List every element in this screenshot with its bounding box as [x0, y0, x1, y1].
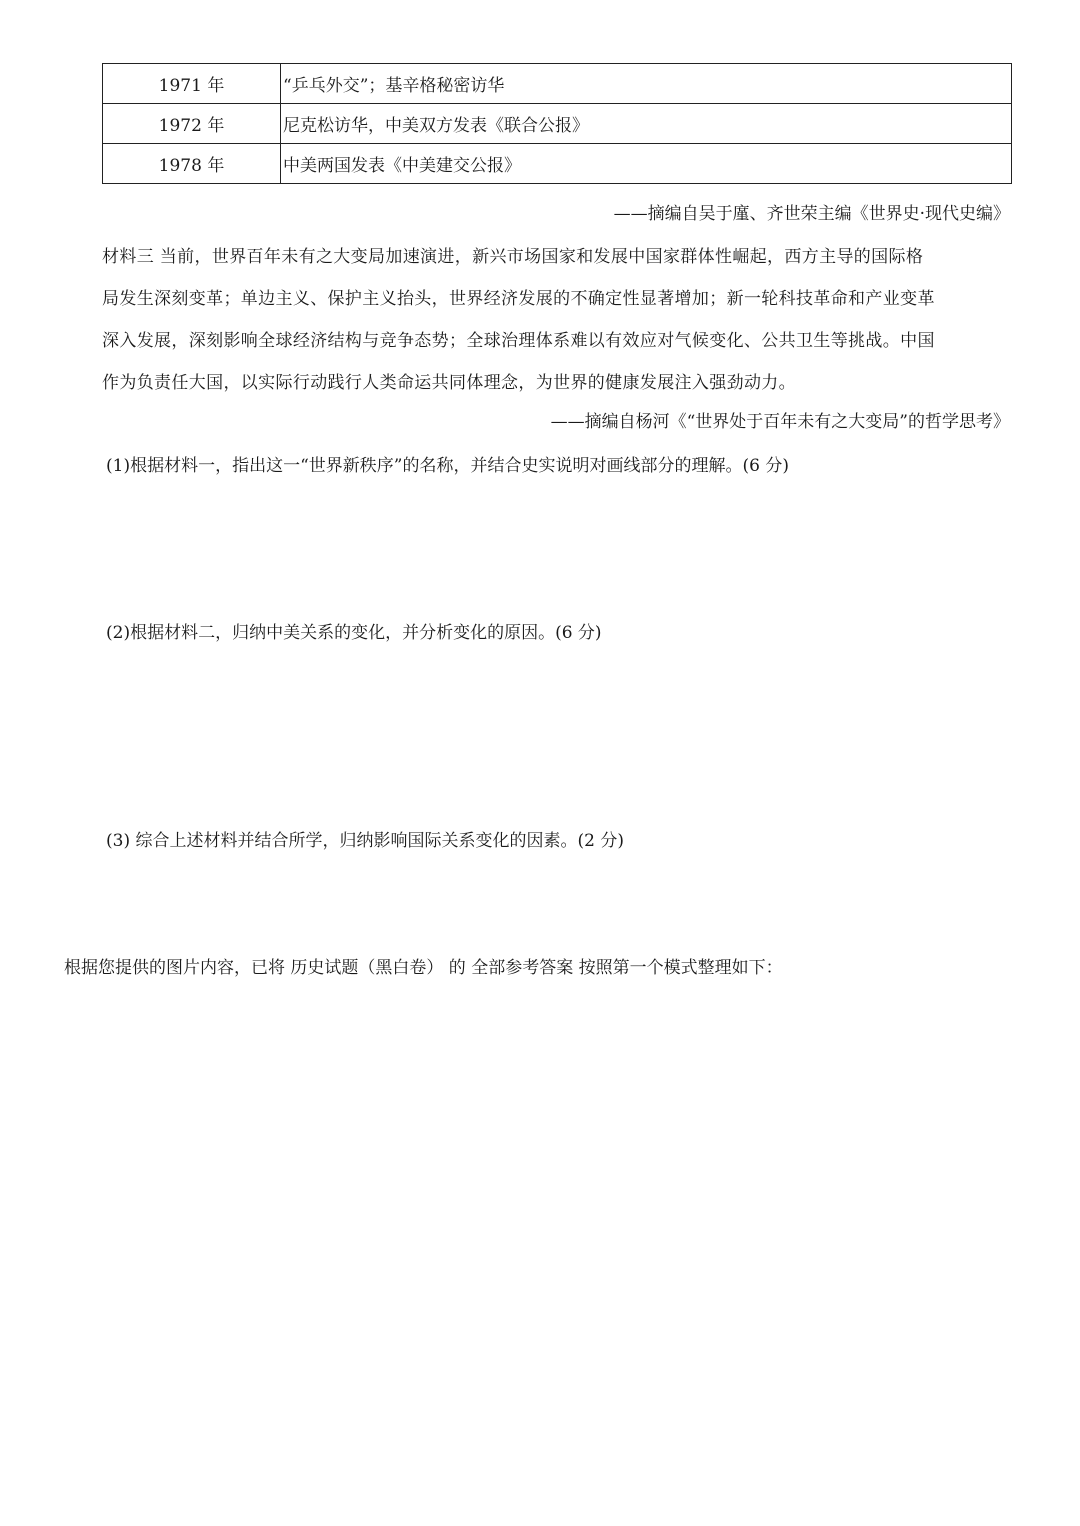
answer-intro-note: 根据您提供的图片内容，已将 历史试题（黑白卷） 的 全部参考答案 按照第一个模式整理如下：: [64, 958, 783, 978]
question-2: (2)根据材料二，归纳中美关系的变化，并分析变化的原因。(6 分): [106, 623, 602, 643]
event-cell: “乒乓外交”；基辛格秘密访华: [281, 64, 1012, 104]
table-row: [103, 64, 1012, 104]
year-cell: 1978 年: [103, 144, 281, 184]
timeline-table: [102, 63, 1012, 184]
source-citation-material3: ——摘编自杨河《“世界处于百年未有之大变局”的哲学思考》: [550, 412, 1010, 432]
source-citation-material2: ——摘编自吴于廑、齐世荣主编《世界史·现代史编》: [613, 204, 1010, 224]
year-cell: 1971 年: [103, 64, 281, 104]
table-row: [103, 144, 1012, 184]
question-1: (1)根据材料一，指出这一“世界新秩序”的名称，并结合史实说明对画线部分的理解。(6 分): [106, 456, 789, 476]
paragraph-line: 材料三 当前，世界百年未有之大变局加速演进，新兴市场国家和发展中国家群体性崛起，西方主导的国际格: [102, 247, 924, 267]
event-cell: 尼克松访华，中美双方发表《联合公报》: [281, 104, 1012, 144]
paragraph-line: 局发生深刻变革；单边主义、保护主义抬头，世界经济发展的不确定性显著增加；新一轮科技革命和产业变革: [102, 289, 935, 309]
year-cell: 1972 年: [103, 104, 281, 144]
table-row: [103, 104, 1012, 144]
paragraph-line: 深入发展，深刻影响全球经济结构与竞争态势；全球治理体系难以有效应对气候变化、公共卫生等挑战。中国: [102, 331, 935, 351]
event-cell: 中美两国发表《中美建交公报》: [281, 144, 1012, 184]
question-3: (3) 综合上述材料并结合所学，归纳影响国际关系变化的因素。(2 分): [106, 831, 624, 851]
paragraph-line: 作为负责任大国，以实际行动践行人类命运共同体理念，为世界的健康发展注入强劲动力。: [102, 373, 796, 393]
material3-paragraph: [102, 236, 1016, 404]
